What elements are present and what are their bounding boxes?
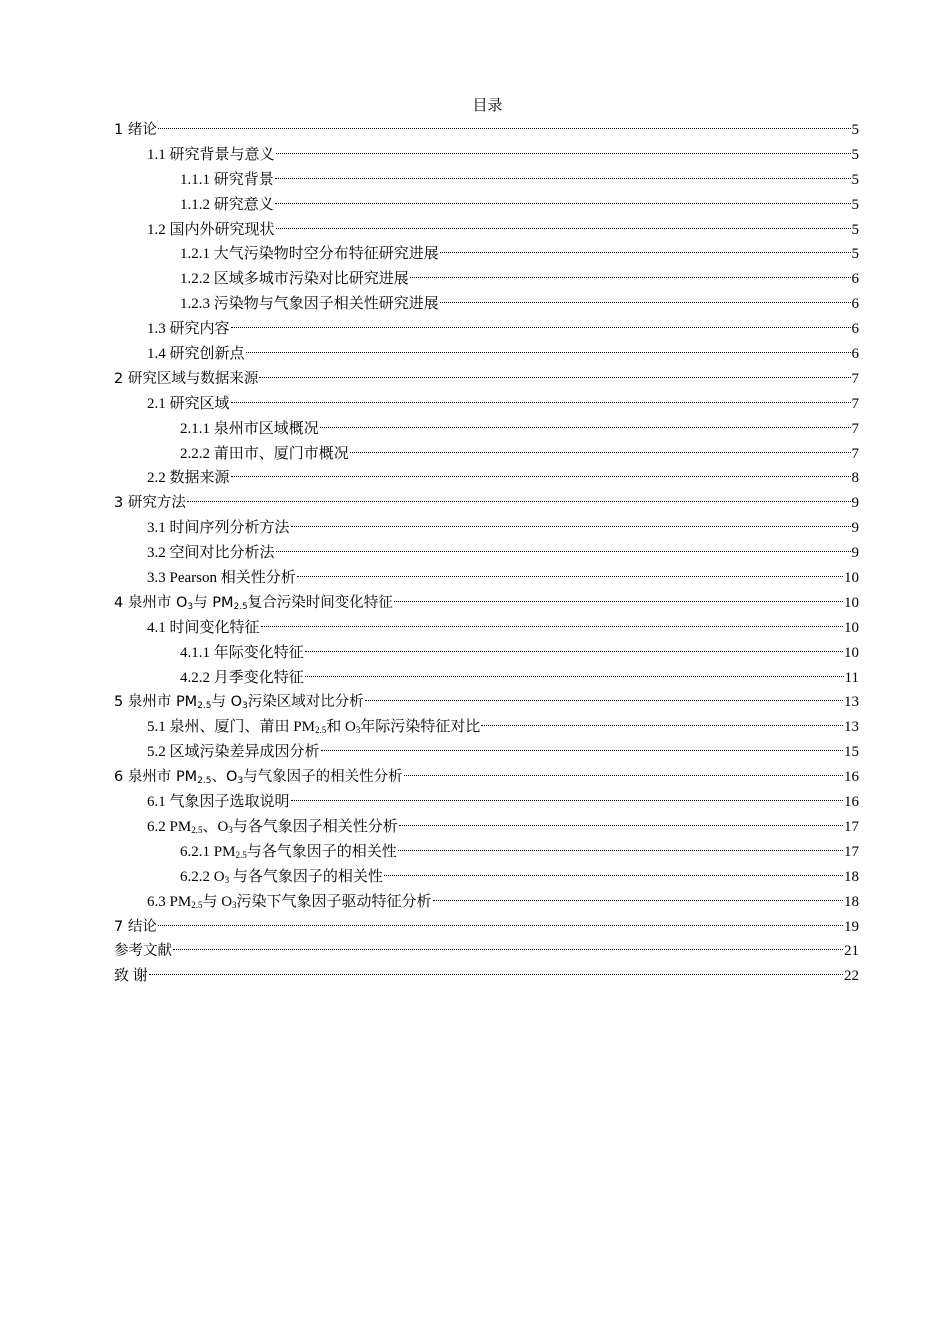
toc-entry-text: 4 泉州市 O (114, 594, 188, 611)
toc-entry-text: 6.2.2 O (180, 868, 225, 885)
subscript-text: 2.5 (314, 725, 327, 736)
toc-entry-text: 6.2.1 PM (180, 843, 236, 860)
dot-leader (276, 153, 851, 154)
dot-leader (321, 750, 843, 751)
toc-entry-title (114, 491, 186, 516)
toc-entry-text: 、O (211, 769, 238, 786)
toc-entry-title (147, 566, 296, 591)
toc-page-number: 5 (851, 171, 859, 188)
dot-leader (149, 974, 843, 975)
dot-leader (305, 676, 844, 677)
dot-leader (440, 252, 851, 253)
dot-leader (231, 476, 851, 477)
toc-page-number: 21 (844, 943, 859, 960)
toc-entry-title (147, 516, 290, 541)
toc-page-number: 10 (844, 644, 859, 661)
toc-entry-title (114, 591, 393, 616)
toc-entry-title (147, 317, 230, 342)
toc-entry-text: 3.2 空间对比分析法 (147, 545, 275, 562)
toc-entry-text: 2.1.1 泉州市区域概况 (180, 420, 319, 437)
toc-entry[interactable] (114, 516, 859, 541)
toc-entry-title (180, 267, 409, 292)
toc-entry-text: 年际污染特征对比 (360, 719, 481, 736)
toc-entry-text: 1 绪论 (114, 122, 157, 138)
toc-entry-text: 3.3 Pearson 相关性分析 (147, 570, 296, 587)
toc-page-number: 8 (851, 470, 859, 487)
toc-entry[interactable] (114, 317, 859, 342)
toc-entry-text: 6.3 PM (147, 893, 192, 910)
dot-leader (297, 576, 843, 577)
dot-leader (231, 327, 851, 328)
toc-entry-title (147, 392, 230, 417)
toc-entry-text: 1.2.1 大气污染物时空分布特征研究进展 (180, 246, 439, 263)
dot-leader (365, 700, 843, 701)
toc-page-number: 10 (844, 594, 859, 611)
toc-page-number: 13 (844, 719, 859, 736)
dot-leader (320, 427, 851, 428)
subscript-text: 2.5 (197, 701, 212, 712)
toc-entry[interactable] (114, 292, 859, 317)
toc-entry-title (147, 218, 275, 243)
toc-page-number: 5 (851, 246, 859, 263)
toc-entry-text: 1.3 研究内容 (147, 321, 230, 338)
dot-leader (291, 526, 851, 527)
toc-entry[interactable] (114, 417, 859, 442)
dot-leader (394, 601, 843, 602)
toc-entry[interactable] (114, 890, 859, 915)
subscript-text: 3 (224, 874, 230, 885)
toc-entry-title (147, 790, 290, 815)
toc-entry[interactable] (114, 740, 859, 765)
toc-entry[interactable] (114, 342, 859, 367)
toc-entry-text: 与气象因子的相关性分析 (243, 769, 403, 786)
toc-entry-text: 与 O (202, 893, 233, 910)
toc-entry-text: 1.2.2 区域多城市污染对比研究进展 (180, 271, 409, 288)
toc-entry[interactable] (114, 193, 859, 218)
toc-entry-title (114, 964, 148, 989)
toc-page-number: 6 (851, 321, 859, 338)
toc-page-number: 19 (844, 918, 859, 935)
toc-entry-text: 与各气象因子的相关性 (246, 843, 397, 860)
toc-entry-text: 2 研究区域与数据来源 (114, 370, 259, 387)
toc-page-number: 7 (851, 370, 859, 387)
dot-leader (433, 900, 843, 901)
toc-entry[interactable] (114, 466, 859, 491)
dot-leader (398, 850, 843, 851)
toc-entry-title (147, 815, 398, 840)
toc-entry-title (114, 939, 172, 964)
toc-entry-title (147, 890, 432, 915)
toc-entry[interactable] (114, 566, 859, 591)
toc-entry-text: 2.2.2 莆田市、厦门市概况 (180, 445, 349, 462)
toc-entry[interactable] (114, 915, 859, 940)
toc-page-number: 7 (851, 420, 859, 437)
subscript-text: 3 (228, 824, 233, 835)
subscript-text: 3 (242, 701, 248, 712)
toc-entry-text: 4.1 时间变化特征 (147, 619, 260, 636)
toc-entry-text: 1.1.2 研究意义 (180, 196, 274, 213)
toc-entry-text: 6.1 气象因子选取说明 (147, 794, 290, 811)
toc-entry-title (180, 840, 397, 865)
dot-leader (275, 178, 851, 179)
toc-entry-title (114, 367, 258, 392)
dot-leader (187, 501, 851, 502)
toc-entry[interactable] (114, 218, 859, 243)
toc-entry[interactable] (114, 865, 859, 890)
dot-leader (404, 775, 843, 776)
toc-entry-title (180, 641, 304, 666)
subscript-text: 3 (232, 899, 237, 910)
toc-title: 目录 (472, 96, 503, 114)
toc-page-number: 6 (851, 346, 859, 363)
dot-leader (350, 452, 851, 453)
toc-entry-title (180, 242, 439, 267)
toc-entry-title (147, 541, 275, 566)
toc-page-number: 11 (844, 669, 859, 686)
toc-entry[interactable] (114, 591, 859, 616)
dot-leader (399, 825, 843, 826)
toc-page-number: 17 (844, 843, 859, 860)
toc-entry-text: 污染下气象因子驱动特征分析 (236, 893, 432, 910)
toc-entry-text: 4.2.2 月季变化特征 (180, 669, 304, 686)
toc-entry-text: 6 泉州市 PM (114, 769, 198, 786)
toc-page-number: 9 (851, 520, 859, 537)
toc-entry-title (147, 715, 480, 740)
toc-page-number: 13 (844, 694, 859, 711)
subscript-text: 2.5 (197, 776, 212, 787)
dot-leader (259, 377, 850, 378)
toc-entry[interactable] (114, 168, 859, 193)
toc-entry-text: 与 PM (193, 594, 234, 611)
toc-entry-text: 与各气象因子相关性分析 (232, 818, 398, 835)
dot-leader (231, 402, 851, 403)
toc-page-number: 16 (844, 769, 859, 786)
dot-leader (291, 800, 843, 801)
toc-entry-text: 3.1 时间序列分析方法 (147, 520, 290, 537)
toc-entry-title (180, 417, 319, 442)
dot-leader (440, 302, 851, 303)
toc-entry[interactable] (114, 690, 859, 715)
toc-page-number: 9 (851, 495, 859, 512)
subscript-text: 2.5 (233, 601, 248, 612)
toc-entry-text: 复合污染时间变化特征 (247, 594, 393, 611)
dot-leader (158, 128, 851, 129)
toc-page-number: 7 (851, 395, 859, 412)
toc-entry-text: 和 O (326, 719, 356, 736)
toc-entry-title (180, 865, 383, 890)
toc-entry-text: 6.2 PM (147, 818, 192, 835)
dot-leader (305, 651, 843, 652)
toc-entry[interactable] (114, 840, 859, 865)
toc-entry[interactable] (114, 541, 859, 566)
toc-entry-text: 致 谢 (114, 968, 148, 985)
toc-entry-title (147, 143, 275, 168)
toc-entry[interactable] (114, 491, 859, 516)
subscript-text: 3 (187, 601, 194, 612)
toc-entry-title (180, 442, 349, 467)
toc-entry-text: 2.2 数据来源 (147, 470, 230, 487)
subscript-text: 3 (355, 725, 361, 736)
dot-leader (261, 626, 843, 627)
toc-entry-title (180, 292, 439, 317)
toc-entry[interactable] (114, 964, 859, 989)
dot-leader (481, 725, 843, 726)
toc-entry-title (147, 466, 230, 491)
toc-page-number: 9 (851, 545, 859, 562)
toc-page-number: 15 (844, 744, 859, 761)
toc-entry[interactable] (114, 392, 859, 417)
toc-entry-text: 参考文献 (114, 943, 172, 960)
toc-page-number: 5 (851, 122, 859, 138)
toc-page-number: 17 (844, 818, 859, 835)
toc-page-number: 5 (851, 221, 859, 238)
toc-entry-title (114, 915, 157, 940)
toc-entry-text: 3 研究方法 (114, 495, 186, 512)
toc-entry-title (147, 616, 260, 641)
toc-page-number: 5 (851, 196, 859, 213)
toc-entry-title (180, 193, 274, 218)
toc-entry[interactable] (114, 143, 859, 168)
toc-page-number: 10 (844, 570, 859, 587)
toc-entry-text: 1.1 研究背景与意义 (147, 146, 275, 163)
toc-entry-text: 1.1.1 研究背景 (180, 171, 274, 188)
toc-entry-text: 1.2 国内外研究现状 (147, 221, 275, 238)
table-of-contents (114, 118, 859, 989)
toc-entry-text: 与 O (211, 694, 243, 711)
dot-leader (410, 277, 851, 278)
toc-entry[interactable] (114, 118, 859, 143)
toc-entry[interactable] (114, 666, 859, 691)
toc-page-number: 18 (844, 893, 859, 910)
toc-entry[interactable] (114, 242, 859, 267)
toc-entry-title (180, 666, 304, 691)
toc-entry-title (114, 765, 403, 790)
dot-leader (275, 203, 851, 204)
subscript-text: 2.5 (191, 899, 203, 910)
toc-page-number: 10 (844, 619, 859, 636)
dot-leader (384, 875, 843, 876)
toc-entry-title (114, 690, 364, 715)
toc-entry[interactable] (114, 790, 859, 815)
toc-page-number: 18 (844, 868, 859, 885)
toc-entry-text: 、O (202, 818, 229, 835)
subscript-text: 3 (237, 776, 244, 787)
toc-page-number: 6 (851, 271, 859, 288)
toc-entry-text: 7 结论 (114, 918, 157, 935)
toc-entry[interactable] (114, 641, 859, 666)
toc-entry-text: 4.1.1 年际变化特征 (180, 644, 304, 661)
subscript-text: 2.5 (235, 849, 247, 860)
toc-entry[interactable] (114, 616, 859, 641)
toc-entry[interactable] (114, 765, 859, 790)
toc-entry-text: 1.4 研究创新点 (147, 346, 245, 363)
dot-leader (246, 352, 851, 353)
dot-leader (173, 949, 843, 950)
toc-entry[interactable] (114, 815, 859, 840)
toc-entry-text: 污染区域对比分析 (247, 694, 364, 711)
toc-entry-title (147, 740, 320, 765)
toc-entry-text: 5.2 区域污染差异成因分析 (147, 744, 320, 761)
toc-page-number: 22 (844, 968, 859, 985)
dot-leader (276, 551, 851, 552)
toc-entry-title (180, 168, 274, 193)
toc-entry[interactable] (114, 442, 859, 467)
toc-page-number: 16 (844, 794, 859, 811)
toc-entry[interactable] (114, 939, 859, 964)
toc-entry-text: 1.2.3 污染物与气象因子相关性研究进展 (180, 296, 439, 313)
toc-entry[interactable] (114, 267, 859, 292)
toc-entry-text: 与各气象因子的相关性 (229, 868, 383, 885)
toc-entry-text: 5.1 泉州、厦门、莆田 PM (147, 719, 315, 736)
dot-leader (276, 228, 851, 229)
toc-page-number: 5 (851, 146, 859, 163)
toc-page-number: 7 (851, 445, 859, 462)
toc-page-number: 6 (851, 296, 859, 313)
toc-entry[interactable] (114, 715, 859, 740)
subscript-text: 2.5 (191, 824, 203, 835)
toc-entry-title (147, 342, 245, 367)
toc-entry-text: 2.1 研究区域 (147, 395, 230, 412)
dot-leader (158, 925, 843, 926)
toc-entry-text: 5 泉州市 PM (114, 694, 198, 711)
toc-entry[interactable] (114, 367, 859, 392)
toc-entry-title (114, 118, 157, 143)
